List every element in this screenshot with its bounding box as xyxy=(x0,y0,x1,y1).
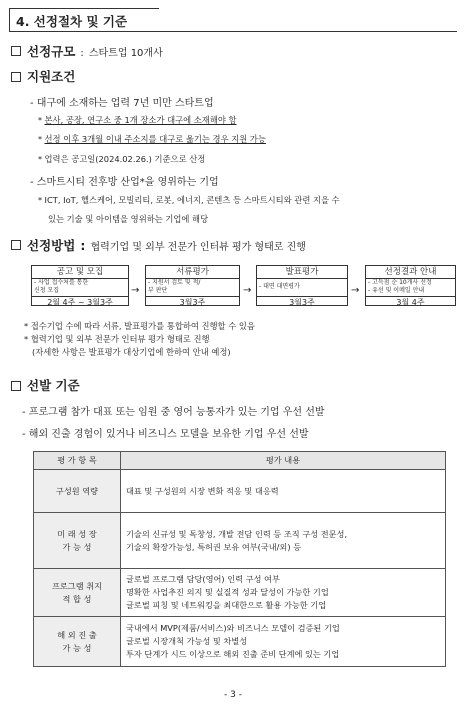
criteria-table xyxy=(33,451,446,667)
step-week: 3월3주 xyxy=(146,296,239,307)
process-step xyxy=(256,265,348,306)
conditions-title: 지원조건 xyxy=(27,69,76,84)
arrow-right-icon: → xyxy=(131,285,140,296)
criteria-category: 미 래 성 장 가 능 성 xyxy=(34,513,121,569)
table-row xyxy=(34,569,446,617)
section-title: 4. 선정절차 및 기준 xyxy=(16,14,128,29)
criteria-description: 대표 및 구성원의 시장 변화 적응 및 대응력 xyxy=(121,470,446,513)
step-title: 서류평가 xyxy=(146,266,239,279)
condition-note: * 선정 이후 3개월 이내 주소지를 대구로 옮기는 경우 지원 가능 xyxy=(38,134,266,144)
checkbox-icon xyxy=(11,381,21,391)
step-week: 3월 4주 xyxy=(366,296,455,307)
scale-value: 스타트업 10개사 xyxy=(88,48,163,59)
step-body: - 지원서 검토 및 적/ 부 판단 xyxy=(148,279,201,294)
step-title: 발표평가 xyxy=(257,266,347,279)
criteria-description: 국내에서 MVP(제품/서비스)와 비즈니스 모델이 검증된 기업 글로벌 시장개척 가능성 및 차별성 투자 단계가 시드 이상으로 해외 진출 준비 단계에 있는 기업 xyxy=(121,617,446,667)
process-step xyxy=(145,265,240,306)
scale-sep: : xyxy=(80,48,84,59)
method-title: 선정방법 xyxy=(27,238,76,253)
condition-item: - 대구에 소재하는 업력 7년 미만 스타트업 xyxy=(30,98,214,109)
scale-line xyxy=(27,41,163,60)
table-row xyxy=(34,470,446,513)
table-header-cell: 평 가 항 목 xyxy=(34,452,121,470)
section-header xyxy=(9,8,159,32)
step-title: 공고 및 모집 xyxy=(32,266,128,279)
process-step xyxy=(365,265,456,306)
criteria-title: 선발 기준 xyxy=(27,378,80,393)
table-row xyxy=(34,513,446,569)
condition-item: - 스마트시티 전후방 산업*을 영위하는 기업 xyxy=(30,177,219,188)
arrow-right-icon: → xyxy=(351,285,360,296)
step-body: - 사업 접수처를 통한 신청 모집 xyxy=(34,279,89,294)
step-body: - 고득점 순 10개사 선정 - 유선 및 이메일 안내 xyxy=(368,279,432,294)
step-body: - 대면 대면평가 xyxy=(259,283,300,290)
table-row xyxy=(34,617,446,667)
page-number: - 3 - xyxy=(224,690,242,700)
condition-note: * ICT, IoT, 헬스케어, 모빌리티, 로봇, 에너지, 콘텐츠 등 스마트시티와 관련 지을 수 xyxy=(38,195,340,205)
method-note: * 접수기업 수에 따라 서류, 발표평가를 통합하여 진행할 수 있음 xyxy=(24,321,255,331)
method-note: * 협력기업 및 외부 전문가 인터뷰 평가 형태로 진행 xyxy=(24,334,210,344)
method-desc: 협력기업 및 외부 전문가 인터뷰 평가 형태로 진행 xyxy=(90,242,306,253)
condition-note: * 업력은 공고일(2024.02.26.) 기준으로 산정 xyxy=(38,154,206,164)
process-step xyxy=(31,265,129,306)
criteria-category: 해 외 진 출 가 능 성 xyxy=(34,617,121,667)
step-week: 3월3주 xyxy=(257,296,347,307)
criteria-category: 구성원 역량 xyxy=(34,470,121,513)
checkbox-icon xyxy=(11,240,21,250)
step-week: 2월 4주 ~ 3월3주 xyxy=(32,296,128,307)
table-header-cell: 평가 내용 xyxy=(121,452,446,470)
criteria-line: - 프로그램 참가 대표 또는 임원 중 영어 능통자가 있는 기업 우선 선발 xyxy=(22,407,325,418)
condition-note-cont: 있는 기술 및 아이템을 영위하는 기업에 해당 xyxy=(48,214,209,224)
condition-note: * 본사, 공장, 연구소 중 1개 장소가 대구에 소재해야 함 xyxy=(38,115,237,125)
criteria-description: 기술의 신규성 및 독창성, 개발 전담 인력 등 조직 구성 전문성, 기술의 확장가능성, 특허권 보유 여부(국내/외) 등 xyxy=(121,513,446,569)
arrow-right-icon: → xyxy=(243,285,252,296)
criteria-category: 프로그램 취지 적 합 성 xyxy=(34,569,121,617)
checkbox-icon xyxy=(11,72,21,82)
table-header-row xyxy=(34,452,446,470)
checkbox-icon xyxy=(11,46,21,56)
criteria-description: 글로벌 프로그램 담당(영어) 인력 구성 여부 명확한 사업추진 의지 및 실질적 성과 달성이 가능한 기업 글로벌 피칭 및 네트워킹을 최대한으로 활용 가능한 기업 xyxy=(121,569,446,617)
scale-label: 선정규모 xyxy=(27,44,76,59)
method-line: 선정방법 : 협력기업 및 외부 전문가 인터뷰 평가 형태로 진행 xyxy=(27,238,306,253)
step-title: 선정결과 안내 xyxy=(366,266,455,279)
criteria-line: - 해외 진출 경험이 있거나 비즈니스 모델을 보유한 기업 우선 선발 xyxy=(22,429,309,440)
section-divider xyxy=(9,31,457,32)
method-note: (자세한 사항은 발표평가 대상기업에 한하여 안내 예정) xyxy=(32,347,231,357)
